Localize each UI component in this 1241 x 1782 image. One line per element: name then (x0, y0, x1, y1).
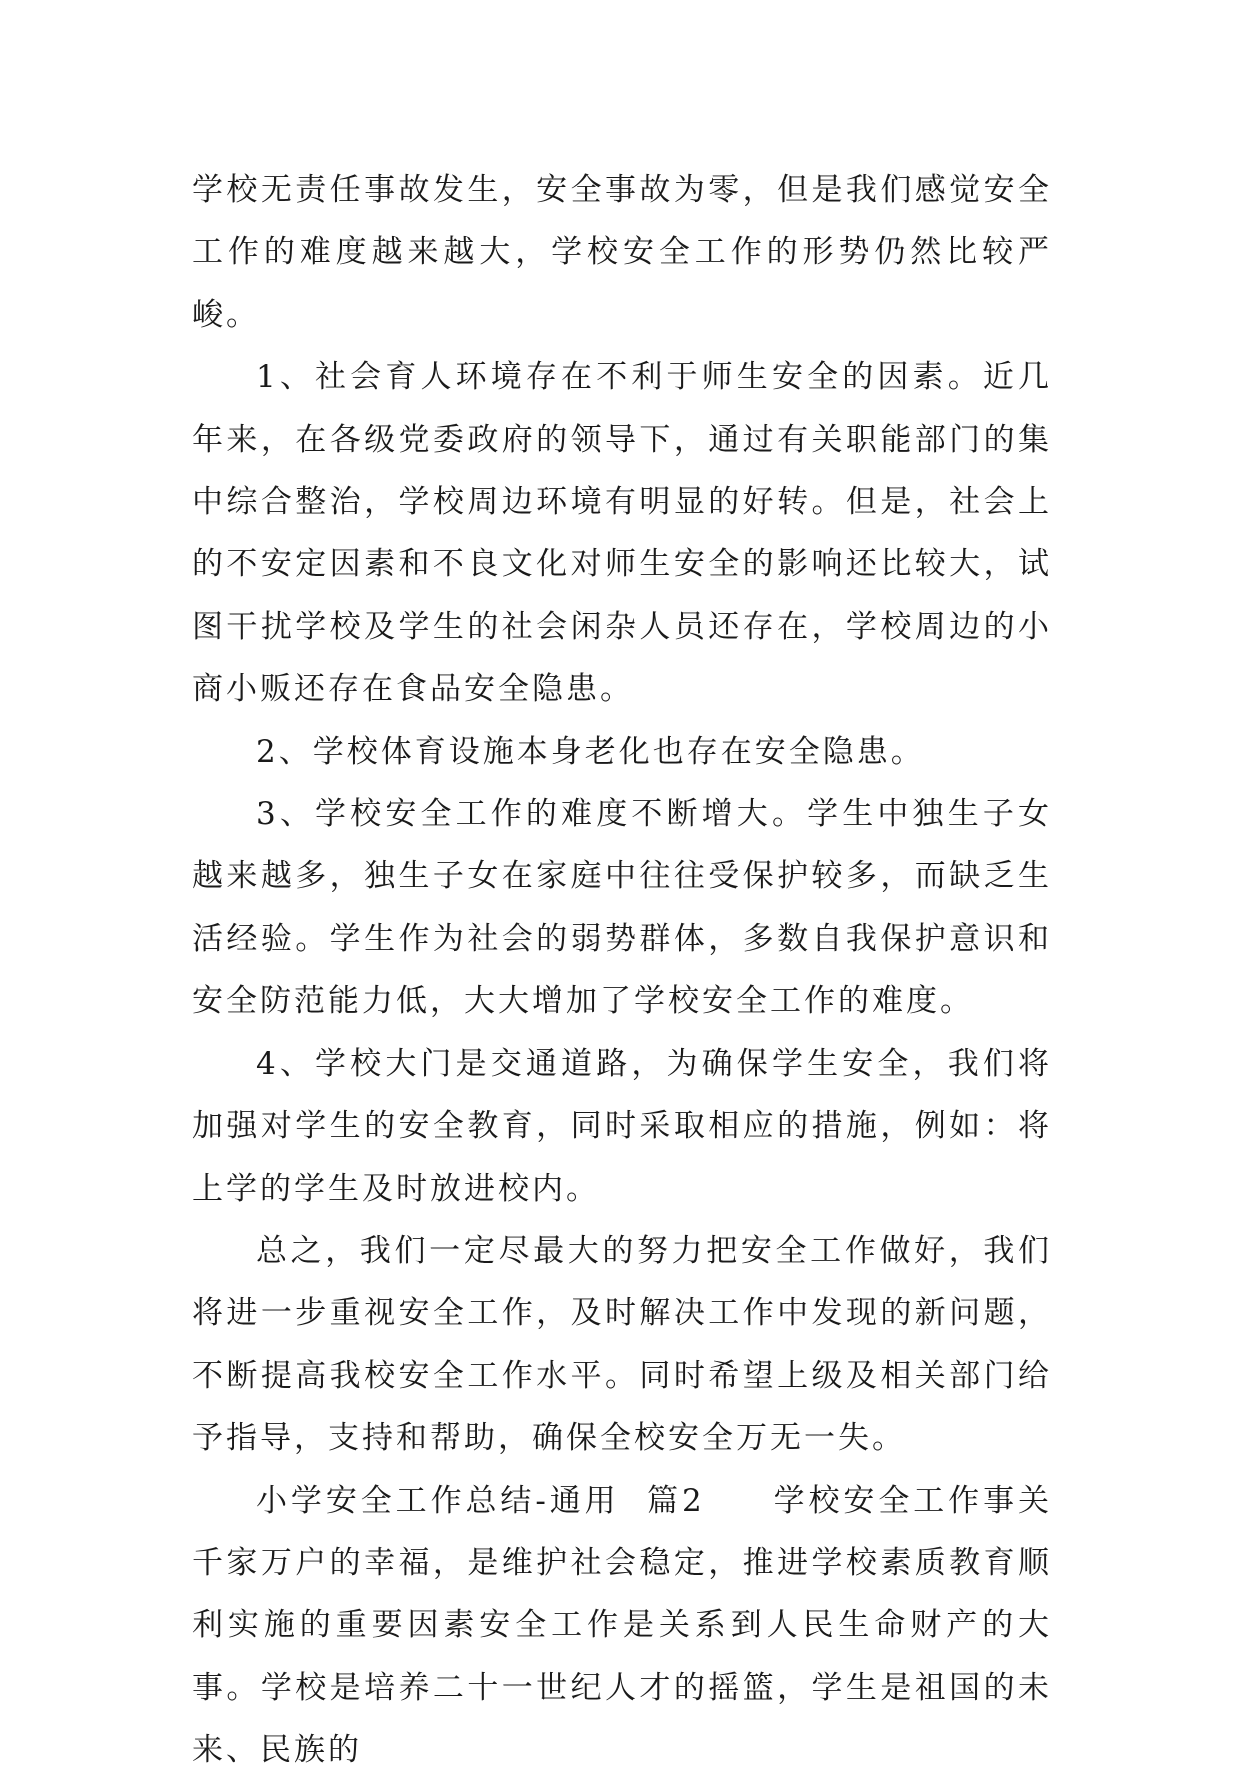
paragraph-item-1: 1、社会育人环境存在不利于师生安全的因素。近几年来，在各级党委政府的领导下，通过有关职能部门的集中综合整治，学校周边环境有明显的好转。但是，社会上的不安定因素和不良文化对师生安全的影响还比较大，试图干扰学校及学生的社会闲杂人员还存在，学校周边的小商小贩还存在食品安全隐患。 (192, 359, 1052, 708)
paragraph-item-2: 2、学校体育设施本身老化也存在安全隐患。 (256, 733, 925, 770)
paragraph-item-4: 4、学校大门是交通道路，为确保学生安全，我们将加强对学生的安全教育，同时采取相应的措施，例如：将上学的学生及时放进校内。 (192, 1045, 1052, 1207)
paragraph-item-3: 3、学校安全工作的难度不断增大。学生中独生子女越来越多，独生子女在家庭中往往受保护较多，而缺乏生活经验。学生作为社会的弱势群体，多数自我保护意识和安全防范能力低，大大增加了学校安全工作的难度。 (192, 796, 1052, 1020)
paragraph-conclusion: 总之，我们一定尽最大的努力把安全工作做好，我们将进一步重视安全工作，及时解决工作中发现的新问题，不断提高我校安全工作水平。同时希望上级及相关部门给予指导，支持和帮助，确保全校安全万无一失。 (192, 1232, 1052, 1457)
paragraph-section-2-start: 小学安全工作总结-通用 篇2 学校安全工作事关千家万户的幸福，是维护社会稳定，推进学校素质教育顺利实施的重要因素安全工作是关系到人民生命财产的大事。学校是培养二十一世纪人才的摇篮，学生是祖国的未来、民族的 (192, 1482, 1052, 1769)
document-body (192, 159, 1052, 1782)
paragraph-continuation: 学校无责任事故发生，安全事故为零，但是我们感觉安全工作的难度越来越大，学校安全工作的形势仍然比较严峻。 (192, 172, 1052, 333)
